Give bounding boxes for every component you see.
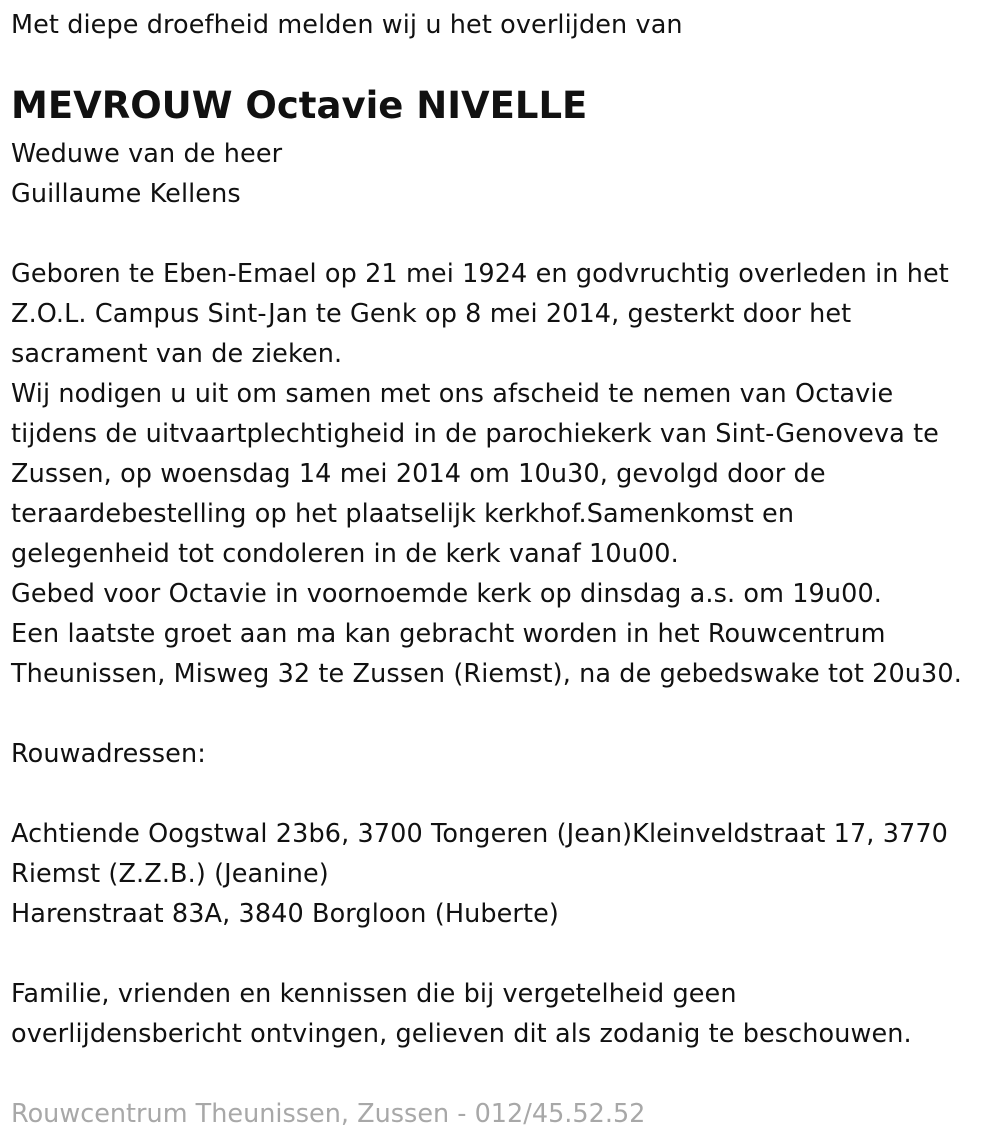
addresses-heading bbox=[11, 734, 206, 774]
deceased-name: MEVROUW Octavie NIVELLE bbox=[11, 84, 588, 127]
main-text-line: sacrament van de zieken. bbox=[11, 339, 343, 369]
main-text-line: Geboren te Eben-Emael op 21 mei 1924 en godvruchtig overleden in het bbox=[11, 259, 949, 289]
family-note-line: overlijdensbericht ontvingen, gelieven dit als zodanig te beschouwen. bbox=[11, 1019, 912, 1049]
address-line: Achtiende Oogstwal 23b6, 3700 Tongeren (Jean)Kleinveldstraat 17, 3770 bbox=[11, 819, 949, 849]
main-text-line: Een laatste groet aan ma kan gebracht worden in het Rouwcentrum bbox=[11, 619, 886, 649]
address-line: Harenstraat 83A, 3840 Borgloon (Huberte) bbox=[11, 899, 559, 929]
widow-of-line: Weduwe van de heer bbox=[11, 139, 283, 169]
main-text-line: Zussen, op woensdag 14 mei 2014 om 10u30, gevolgd door de bbox=[11, 459, 826, 489]
addresses-title: Rouwadressen: bbox=[11, 739, 206, 769]
main-text-block bbox=[11, 254, 962, 694]
main-text-line: Z.O.L. Campus Sint-Jan te Genk op 8 mei 2014, gesterkt door het bbox=[11, 299, 852, 329]
addresses-block bbox=[11, 814, 948, 934]
main-text-line: Theunissen, Misweg 32 te Zussen (Riemst), na de gebedswake tot 20u30. bbox=[11, 659, 962, 689]
family-note-block bbox=[11, 974, 912, 1054]
widow-of-line: Guillaume Kellens bbox=[11, 179, 241, 209]
main-text-line: teraardebestelling op het plaatselijk kerkhof.Samenkomst en bbox=[11, 499, 795, 529]
main-text-line: Wij nodigen u uit om samen met ons afscheid te nemen van Octavie bbox=[11, 379, 894, 409]
family-note-line: Familie, vrienden en kennissen die bij vergetelheid geen bbox=[11, 979, 737, 1009]
main-text-line: gelegenheid tot condoleren in de kerk vanaf 10u00. bbox=[11, 539, 679, 569]
main-text-line: Gebed voor Octavie in voornoemde kerk op dinsdag a.s. om 19u00. bbox=[11, 579, 882, 609]
main-text-line: tijdens de uitvaartplechtigheid in de parochiekerk van Sint-Genoveva te bbox=[11, 419, 939, 449]
footer-credit: Rouwcentrum Theunissen, Zussen - 012/45.52.52 bbox=[11, 1099, 646, 1129]
widow-of-block bbox=[11, 134, 282, 214]
intro-text: Met diepe droefheid melden wij u het overlijden van bbox=[11, 10, 683, 40]
address-line: Riemst (Z.Z.B.) (Jeanine) bbox=[11, 859, 329, 889]
